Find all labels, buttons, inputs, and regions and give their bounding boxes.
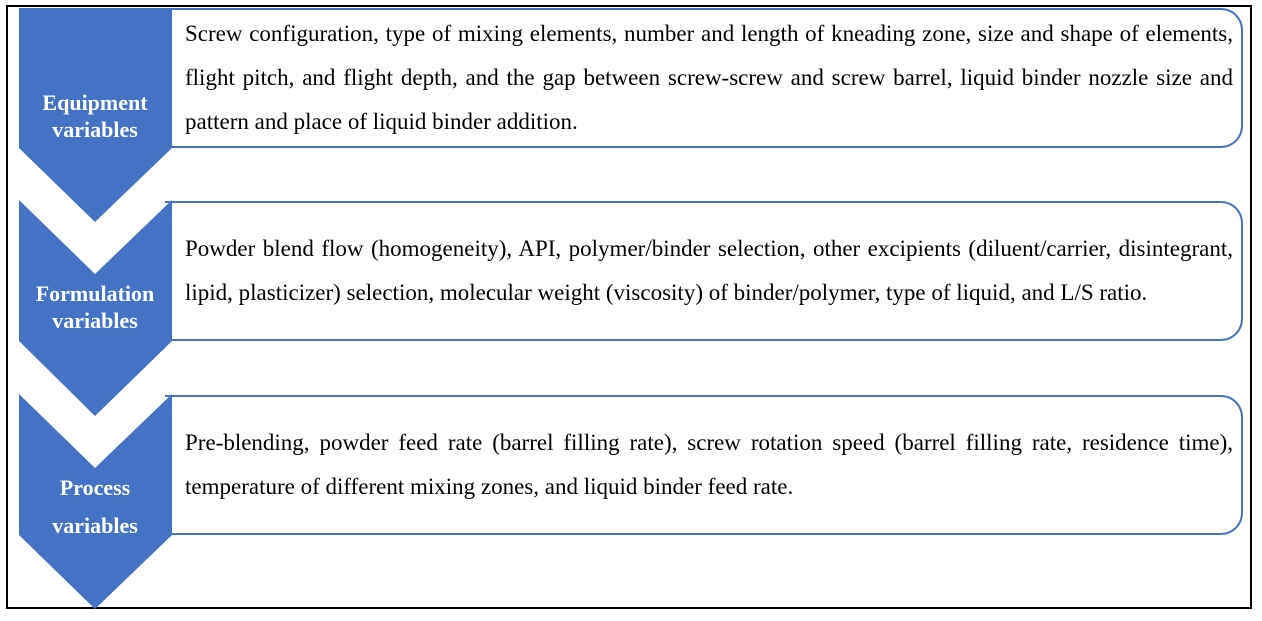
- equipment-label: [16, 89, 174, 143]
- equipment-label-line2: variables: [52, 117, 138, 142]
- formulation-label-line2: variables: [52, 308, 138, 333]
- equipment-label-line1: Equipment: [42, 90, 148, 115]
- formulation-label: [16, 280, 174, 334]
- process-label-line2: variables: [52, 513, 138, 538]
- process-label: [16, 469, 174, 545]
- formulation-label-line1: Formulation: [35, 281, 155, 306]
- formulation-description: Powder blend flow (homogeneity), API, polymer/binder selection, other excipients (diluent/carrier, disintegrant, lipid, plasticizer) selection, molecular weight (viscosity) of binder/polymer, type of liquid, and L/S ratio.: [185, 236, 1233, 305]
- process-label-line1: Process: [59, 475, 131, 500]
- process-description: Pre-blending, powder feed rate (barrel filling rate), screw rotation speed (barrel filling rate, residence time), temperature of different mixing zones, and liquid binder feed rate.: [185, 430, 1233, 499]
- equipment-description: Screw configuration, type of mixing elements, number and length of kneading zone, size and shape of elements, flight pitch, and flight depth, and the gap between screw-screw and screw barrel, liquid binder nozzle size and pattern and place of liquid binder addition.: [185, 21, 1233, 134]
